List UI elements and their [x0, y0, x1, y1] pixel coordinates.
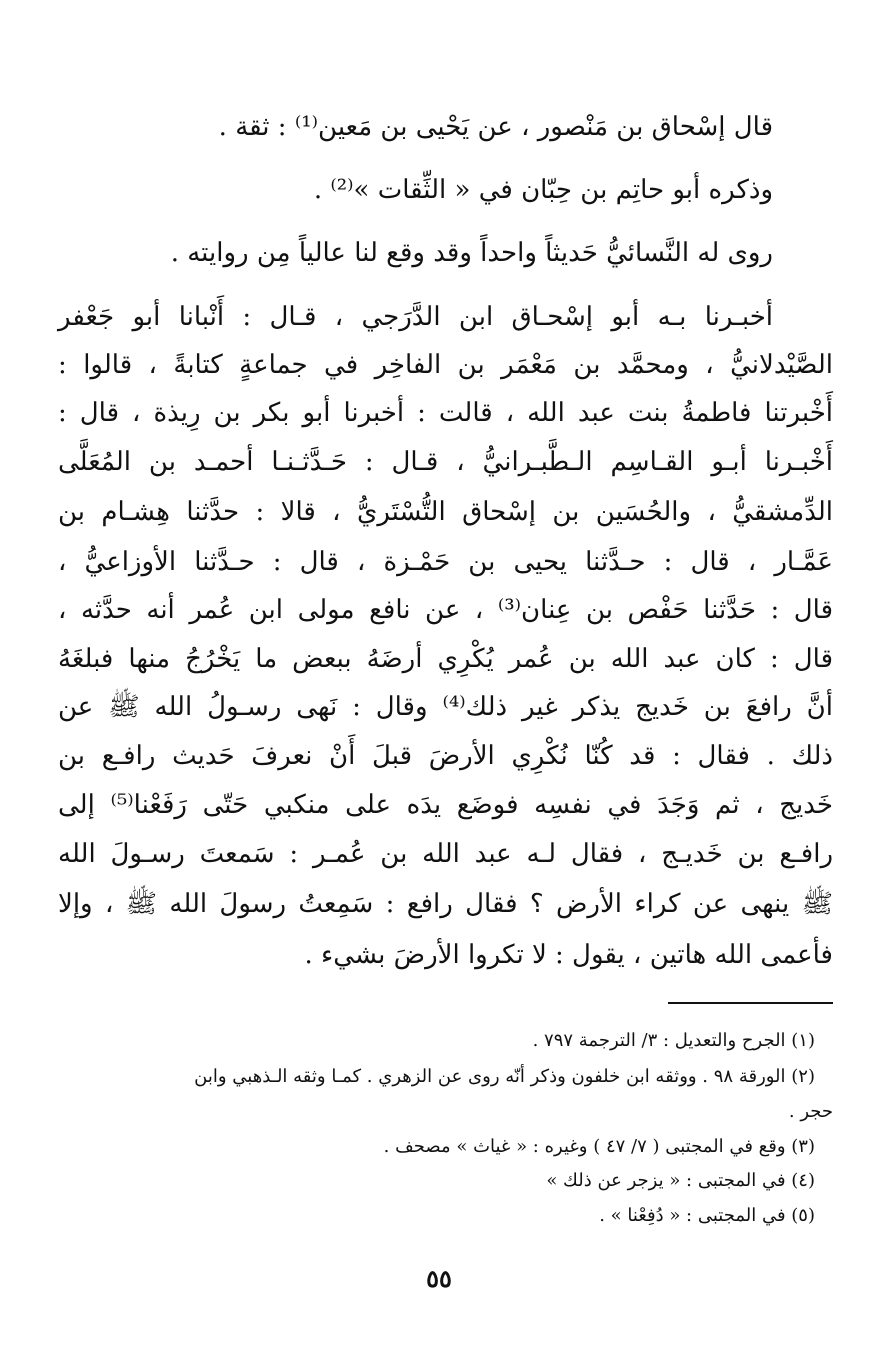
- body-line: ﷺ ينهى عن كراء الأرض ؟ فقال رافع : سَمِعتُ رسولَ الله ﷺ ، وإلا: [58, 889, 833, 919]
- body-line: روى له النَّسائيُّ حَديثاً واحداً وقد وقع لنا عالياً مِن روايته .: [170, 238, 773, 268]
- body-line: أَخْبـرنا أبـو القـاسِم الـطَّبـرانيُّ ، قـال : حَـدَّثـنـا أحمـد بن المُعَلَّى: [58, 447, 833, 477]
- footnote-line: (٣) وقع في المجتبى ( ٧/ ٤٧ ) وغيره : « غياث » مصحف .: [383, 1136, 815, 1157]
- footnote-line: (٢) الورقة ٩٨ . ووثقه ابن خلفون وذكر أنّه روى عن الزهري . كمـا وثقه الـذهبي وابن: [194, 1066, 815, 1087]
- body-line: أخبـرنا بـه أبو إسْحـاق ابن الدَّرَجي ، قـال : أَنْبانا أبو جَعْفر: [58, 302, 773, 332]
- footnote-line: (١) الجرح والتعديل : ٣/ الترجمة ٧٩٧ .: [532, 1030, 815, 1051]
- body-line: أَخْبرتنا فاطمةُ بنت عبد الله ، قالت : أخبرنا أبو بكر بن رِيذة ، قال :: [58, 398, 833, 428]
- body-line: فأعمى الله هاتين ، يقول : لا تكروا الأرضَ بشيء .: [304, 940, 833, 970]
- footnote-separator: [668, 1002, 833, 1004]
- body-line: ذلك . فقال : قد كُنّا نُكْرِي الأرضَ قبلَ أَنْ نعرفَ حَديث رافـع بن: [58, 741, 833, 771]
- body-line: قال : كان عبد الله بن عُمر يُكْرِي أرضَهُ ببعض ما يَخْرُجُ منها فبلغَهُ: [58, 644, 833, 674]
- body-line: وذكره أبو حاتِم بن حِبّان في « الثِّقات »⁽²⁾ .: [313, 175, 773, 205]
- body-line: قال إسْحاق بن مَنْصور ، عن يَحْيى بن مَعين⁽¹⁾ : ثقة .: [218, 112, 773, 142]
- body-line: الصَّيْدلانيُّ ، ومحمَّد بن مَعْمَر بن الفاخِر في جماعةٍ كتابةً ، قالوا :: [58, 350, 833, 380]
- body-line: أنَّ رافعَ بن خَديج يذكر غير ذلك⁽⁴⁾ وقال : نَهى رسـولُ الله ﷺ عن: [58, 692, 833, 722]
- page-number: ٥٥: [426, 1264, 452, 1293]
- footnote-line: حجر .: [788, 1101, 833, 1122]
- body-line: عَمَّـار ، قال : حـدَّثنا يحيى بن حَمْـزة ، قال : حـدَّثنا الأوزاعيُّ ،: [58, 547, 833, 577]
- body-line: خَديج ، ثم وَجَدَ في نفسِه فوضَع يدَه على منكبي حَتّى رَفَعْنا⁽⁵⁾ إلى: [58, 790, 833, 820]
- body-line: الدِّمشقيُّ ، والحُسَين بن إسْحاق التُّسْتَريُّ ، قالا : حدَّثنا هِشـام بن: [58, 497, 833, 527]
- body-line: رافـع بن خَديـج ، فقال لـه عبد الله بن عُمـر : سَمعتَ رسـولَ الله: [58, 839, 833, 869]
- footnote-line: (٥) في المجتبى : « دُفِعْنا » .: [599, 1205, 815, 1226]
- body-line: قال : حَدَّثنا حَفْص بن عِنان⁽³⁾ ، عن نافع مولى ابن عُمر أنه حدَّثه ،: [58, 595, 834, 625]
- footnote-line: (٤) في المجتبى : « يزجر عن ذلك »: [546, 1170, 815, 1191]
